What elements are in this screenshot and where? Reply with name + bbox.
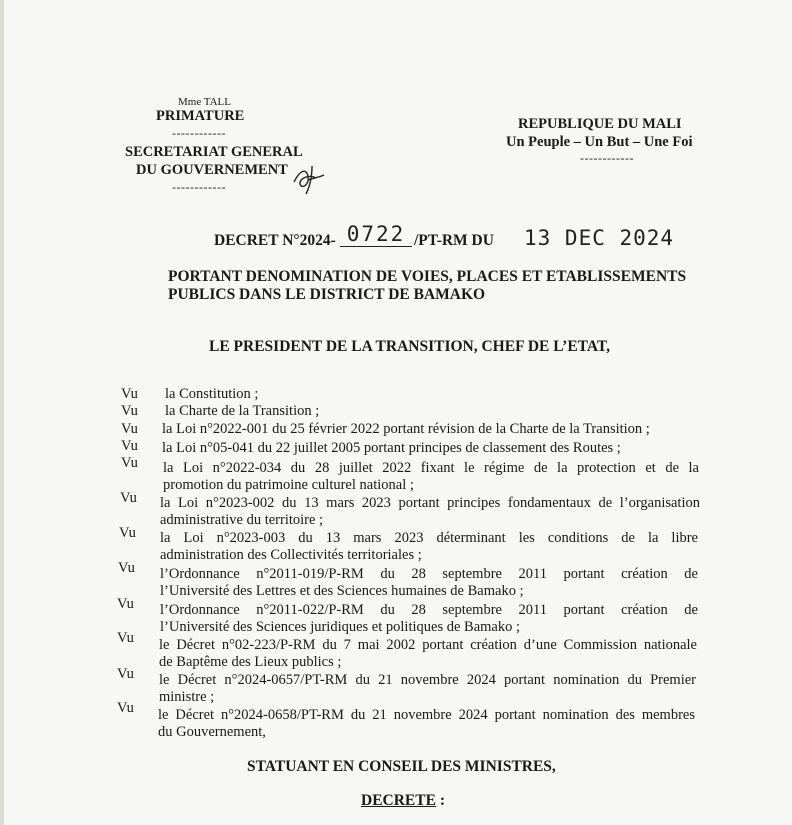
separator: ------------ [580,151,634,165]
decrete-word: DECRETE [361,792,436,809]
visa-line: l’Université des Sciences juridiques et politiques de Bamako ; [160,619,521,635]
visa-line: l’Ordonnance n°2011-022/P-RM du 28 septembre 2011 portant création de [160,602,698,618]
visa-line: promotion du patrimoine culturel national ; [163,477,414,493]
decree-prefix: DECRET N°2024- [214,232,336,249]
vu-label: Vu [121,438,138,454]
visa-line: du Gouvernement, [158,724,266,740]
visa-line: le Décret n°2024-0658/PT-RM du 21 novembre 2024 portant nomination des membres [158,707,695,723]
decree-subject-line: PORTANT DENOMINATION DE VOIES, PLACES ET ETABLISSEMENTS [168,268,687,285]
visa-line: l’Université des Lettres et des Sciences humaines de Bamako ; [160,583,524,599]
initials: Mme TALL [178,96,231,108]
page-edge [0,0,4,825]
vu-label: Vu [117,666,134,682]
visa-line: la Loi n°2022-001 du 25 février 2022 portant révision de la Charte de la Transition ; [162,421,650,437]
council-statement: STATUANT EN CONSEIL DES MINISTRES, [247,758,556,775]
vu-label: Vu [118,560,135,576]
decree-subject-line: PUBLICS DANS LE DISTRICT DE BAMAKO [168,286,486,303]
decrete-heading [361,792,445,810]
decree-number: 0722 [340,222,412,247]
visa-line: la Loi n°05-041 du 22 juillet 2005 portant principes de classement des Routes ; [162,440,621,456]
visa-line: le Décret n°2024-0657/PT-RM du 21 novembre 2024 portant nomination du Premier [159,672,696,688]
visa-line: administrative du territoire ; [160,512,324,528]
visa-line: ministre ; [159,689,215,705]
visa-line: la Loi n°2022-034 du 28 juillet 2022 fixant le régime de la protection et de la [163,460,699,476]
visa-line: administration des Collectivités territoriales ; [160,547,422,563]
visa-line: la Loi n°2023-003 du 13 mars 2023 déterminant les conditions de la libre [160,530,698,546]
decree-suffix: /PT-RM DU [414,232,494,249]
separator: ------------ [172,180,226,194]
vu-label: Vu [117,630,134,646]
vu-label: Vu [117,596,134,612]
separator: ------------ [172,126,226,140]
visa-line: la Charte de la Transition ; [165,403,320,419]
vu-label: Vu [117,700,134,716]
national-motto: Un Peuple – Un But – Une Foi [506,134,693,150]
decree-date-stamp: 13 DEC 2024 [524,226,675,250]
secretariat-label: SECRETARIAT GENERAL [125,144,303,160]
president-heading: LE PRESIDENT DE LA TRANSITION, CHEF DE L’ETAT, [209,338,610,355]
visa-line: la Constitution ; [165,386,259,402]
vu-label: Vu [119,525,136,541]
visa-line: le Décret n°02-223/P-RM du 7 mai 2002 portant création d’une Commission nationale [159,637,697,653]
vu-label: Vu [121,455,138,471]
decrete-colon: : [435,792,445,809]
visa-line: la Loi n°2023-002 du 13 mars 2023 portant principes fondamentaux de l’organisation [160,495,700,511]
primature-label: PRIMATURE [156,108,245,124]
visa-line: de Baptême des Lieux publics ; [159,654,342,670]
vu-label: Vu [120,490,137,506]
vu-label: Vu [121,386,138,402]
vu-label: Vu [121,421,138,437]
gouvernement-label: DU GOUVERNEMENT [136,162,288,178]
vu-label: Vu [121,403,138,419]
handwritten-initials-signature [290,160,330,196]
republic-title: REPUBLIQUE DU MALI [518,116,682,132]
visa-line: l’Ordonnance n°2011-019/P-RM du 28 septembre 2011 portant création de [160,566,698,582]
